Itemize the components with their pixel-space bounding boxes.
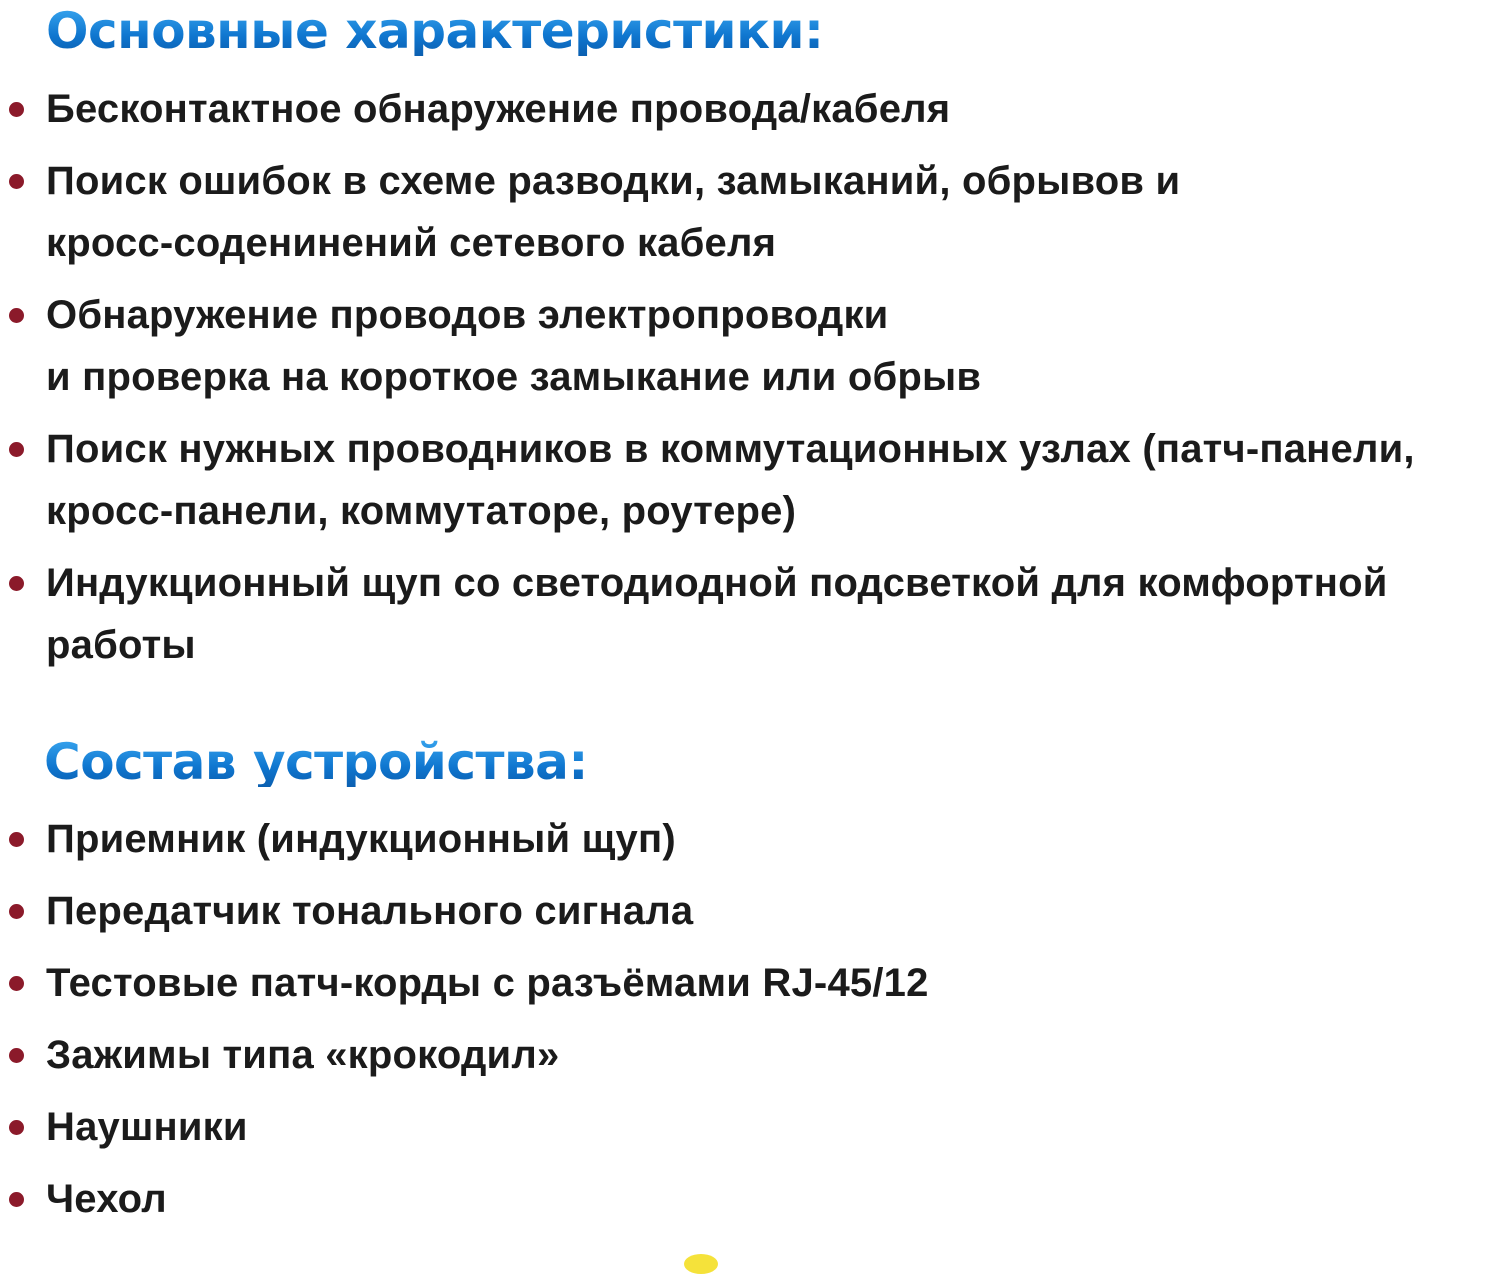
list-item-text: Чехол — [46, 1177, 167, 1221]
list-item-text: Поиск нужных проводников в коммутационных узлах (патч-панели, — [46, 427, 1415, 471]
bullet-icon — [9, 904, 24, 919]
list-item — [0, 552, 1415, 676]
bullet-icon — [9, 1192, 24, 1207]
list-item-text: Передатчик тонального сигнала — [46, 889, 694, 933]
list-item — [0, 880, 929, 952]
list-item-text: Приемник (индукционный щуп) — [46, 817, 676, 861]
bullet-icon — [9, 1120, 24, 1135]
composition-heading: Состав устройства: — [44, 733, 588, 791]
list-item — [0, 808, 929, 880]
list-item — [0, 150, 1415, 274]
features-heading: Основные характеристики: — [46, 2, 824, 60]
list-item-text: кросс-панели, коммутаторе, роутере) — [46, 489, 797, 533]
list-item — [0, 418, 1415, 542]
bullet-icon — [9, 308, 24, 323]
list-item-text: и проверка на короткое замыкание или обрыв — [46, 355, 982, 399]
bullet-icon — [9, 576, 24, 591]
list-item — [0, 1168, 929, 1240]
list-item-text: Наушники — [46, 1105, 248, 1149]
list-item-text: Поиск ошибок в схеме разводки, замыканий, обрывов и — [46, 159, 1181, 203]
list-item-text: Обнаружение проводов электропроводки — [46, 293, 889, 337]
bullet-icon — [9, 976, 24, 991]
list-item-text: Зажимы типа «крокодил» — [46, 1033, 560, 1077]
list-item — [0, 1096, 929, 1168]
composition-list — [0, 808, 929, 1240]
bullet-icon — [9, 1048, 24, 1063]
list-item-text: Бесконтактное обнаружение провода/кабеля — [46, 87, 951, 131]
list-item — [0, 952, 929, 1024]
list-item — [0, 78, 1415, 140]
list-item-text: работы — [46, 623, 196, 667]
list-item-text: Тестовые патч-корды с разъёмами RJ-45/12 — [46, 961, 929, 1005]
list-item — [0, 284, 1415, 408]
list-item-text: Индукционный щуп со светодиодной подсветкой для комфортной — [46, 561, 1388, 605]
bullet-icon — [9, 832, 24, 847]
list-item — [0, 1024, 929, 1096]
bullet-icon — [9, 174, 24, 189]
bullet-icon — [9, 102, 24, 117]
list-item-text: кросс-соденинений сетевого кабеля — [46, 221, 777, 265]
features-list — [0, 78, 1415, 686]
yellow-dot-decoration — [684, 1254, 718, 1274]
bullet-icon — [9, 442, 24, 457]
